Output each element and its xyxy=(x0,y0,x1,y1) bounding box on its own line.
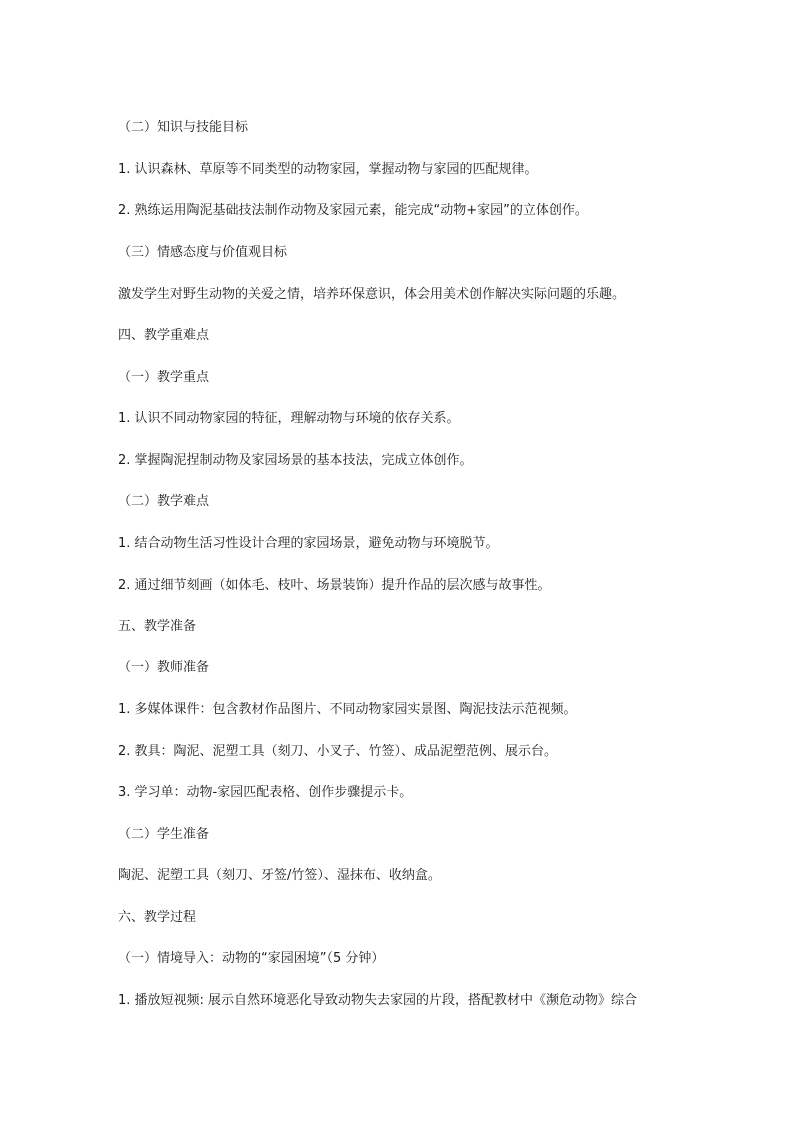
paragraph-item: 2. 通过细节刻画（如体毛、枝叶、场景装饰）提升作品的层次感与故事性。 xyxy=(118,578,551,593)
paragraph-item: 3. 学习单：动物-家园匹配表格、创作步骤提示卡。 xyxy=(118,785,413,800)
paragraph-item: 1. 认识森林、草原等不同类型的动物家园，掌握动物与家园的匹配规律。 xyxy=(118,162,538,177)
paragraph-item: 2. 掌握陶泥捏制动物及家园场景的基本技法，完成立体创作。 xyxy=(118,453,473,468)
paragraph-item: 1. 认识不同动物家园的特征，理解动物与环境的依存关系。 xyxy=(118,411,460,426)
paragraph-item: 2. 熟练运用陶泥基础技法制作动物及家园元素，能完成“动物+家园”的立体创作。 xyxy=(118,203,588,218)
subsection-heading-knowledge-skills: （二）知识与技能目标 xyxy=(118,120,249,135)
subsection-heading-difficult-points: （二）教学难点 xyxy=(118,494,210,509)
subsection-heading-situation-intro: （一）情境导入：动物的“家园困境”（5 分钟） xyxy=(118,951,385,966)
subsection-heading-key-points: （一）教学重点 xyxy=(118,370,210,385)
paragraph: 激发学生对野生动物的关爱之情，培养环保意识，体会用美术创作解决实际问题的乐趣。 xyxy=(118,287,626,302)
paragraph: 陶泥、泥塑工具（刻刀、牙签/竹签）、湿抹布、收纳盒。 xyxy=(118,868,441,883)
section-heading-key-difficult-points: 四、教学重难点 xyxy=(118,328,210,343)
subsection-heading-student-preparation: （二）学生准备 xyxy=(118,827,210,842)
paragraph-item: 1. 多媒体课件：包含教材作品图片、不同动物家园实景图、陶泥技法示范视频。 xyxy=(118,702,577,717)
section-heading-preparation: 五、教学准备 xyxy=(118,619,197,634)
paragraph-item: 2. 教具：陶泥、泥塑工具（刻刀、小叉子、竹签）、成品泥塑范例、展示台。 xyxy=(118,744,558,759)
paragraph-item: 1. 播放短视频: 展示自然环境恶化导致动物失去家园的片段，搭配教材中《濒危动物》综合 xyxy=(118,993,638,1008)
paragraph-item: 1. 结合动物生活习性设计合理的家园场景，避免动物与环境脱节。 xyxy=(118,536,499,551)
subsection-heading-values: （三）情感态度与价值观目标 xyxy=(118,245,288,260)
section-heading-teaching-process: 六、教学过程 xyxy=(118,910,197,925)
subsection-heading-teacher-preparation: （一）教师准备 xyxy=(118,660,210,675)
